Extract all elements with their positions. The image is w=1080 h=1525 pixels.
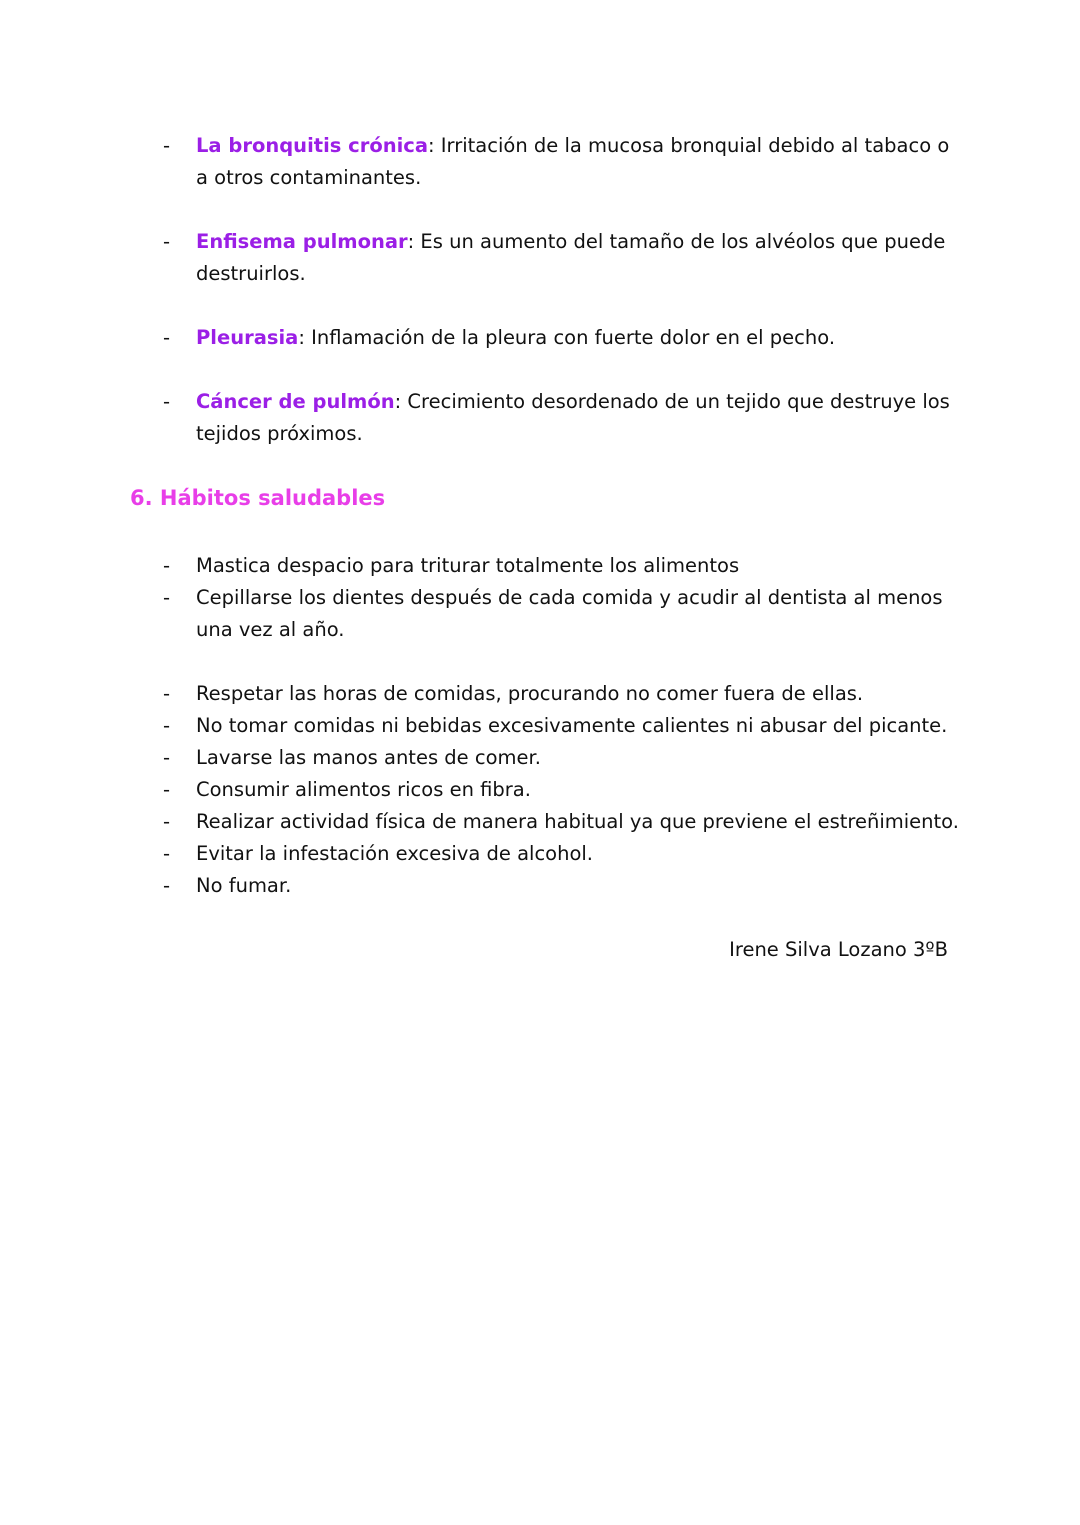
disease-term: Pleurasia <box>196 326 299 349</box>
bullet-dash: - <box>163 586 171 609</box>
habit-text: Lavarse las manos antes de comer. <box>196 746 541 769</box>
bullet-dash: - <box>163 746 171 769</box>
bullet-dash: - <box>163 778 171 801</box>
list-item <box>160 806 960 838</box>
list-item <box>160 130 960 194</box>
disease-description: Irritación de la mucosa bronquial debido al tabaco o a otros contaminantes. <box>196 134 950 189</box>
list-item <box>160 550 960 582</box>
disease-term: La bronquitis crónica <box>196 134 429 157</box>
disease-description: Inflamación de la pleura con fuerte dolor en el pecho. <box>304 326 836 349</box>
disease-term: Cáncer de pulmón <box>196 390 395 413</box>
habit-text: No tomar comidas ni bebidas excesivamente calientes ni abusar del picante. <box>196 714 948 737</box>
bullet-dash: - <box>163 842 171 865</box>
bullet-dash: - <box>163 714 171 737</box>
bullet-dash: - <box>163 134 171 157</box>
list-item <box>160 710 960 742</box>
bullet-dash: - <box>163 390 171 413</box>
term-colon: : <box>428 134 435 157</box>
list-item <box>160 742 960 774</box>
bullet-dash: - <box>163 230 171 253</box>
bullet-dash: - <box>163 874 171 897</box>
habit-text: Respetar las horas de comidas, procurando no comer fuera de ellas. <box>196 682 864 705</box>
habit-text: Mastica despacio para triturar totalmente los alimentos <box>196 554 740 577</box>
author-signature: Irene Silva Lozano 3ºB <box>729 938 948 961</box>
disease-description: Es un aumento del tamaño de los alvéolos que puede destruirlos. <box>196 230 946 285</box>
list-item <box>160 838 960 870</box>
list-item <box>160 226 960 290</box>
term-colon: : <box>298 326 305 349</box>
bullet-dash: - <box>163 554 171 577</box>
disease-description: Crecimiento desordenado de un tejido que destruye los tejidos próximos. <box>196 390 950 445</box>
bullet-dash: - <box>163 682 171 705</box>
bullet-dash: - <box>163 810 171 833</box>
healthy-habits-list-1 <box>160 550 960 646</box>
disease-term: Enfisema pulmonar <box>196 230 408 253</box>
list-item <box>160 774 960 806</box>
list-item <box>160 582 960 646</box>
habit-text: Evitar la infestación excesiva de alcohol. <box>196 842 594 865</box>
habit-text: Consumir alimentos ricos en fibra. <box>196 778 531 801</box>
bullet-dash: - <box>163 326 171 349</box>
habit-text: No fumar. <box>196 874 292 897</box>
healthy-habits-list-2 <box>160 678 960 902</box>
list-item <box>160 678 960 710</box>
respiratory-diseases-list <box>160 130 960 482</box>
section-heading: 6. Hábitos saludables <box>130 486 386 510</box>
list-item <box>160 870 960 902</box>
list-item <box>160 386 960 450</box>
term-colon: : <box>394 390 402 413</box>
habit-text: Realizar actividad física de manera habitual ya que previene el estreñimiento. <box>196 810 959 833</box>
term-colon: : <box>407 230 415 253</box>
list-item <box>160 322 960 354</box>
habit-text: Cepillarse los dientes después de cada comida y acudir al dentista al menos una vez al año. <box>196 586 943 641</box>
